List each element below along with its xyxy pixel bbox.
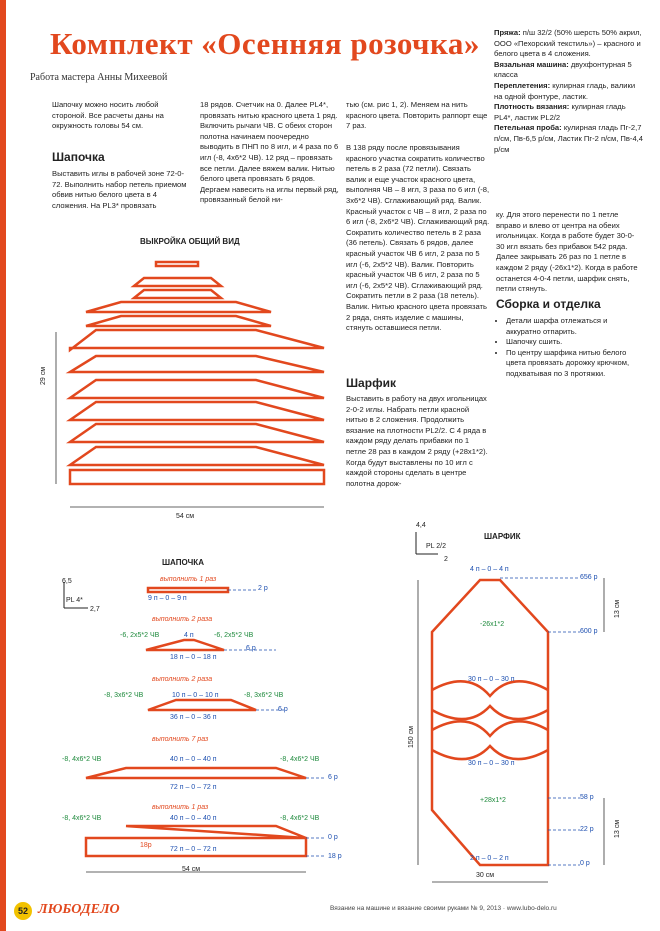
yarn-label: Пряжа: [494,28,521,37]
assembly-heading: Сборка и отделка [496,297,601,311]
hat-tier [148,700,256,710]
assembly-list [496,316,641,380]
scarf-text-cont: ку. Для этого перенести по 1 петле вправо и влево от центра на обеих игольницах. Когда в работе будет 30-0-30 игл вязать без прибавок 542 ряда. Далее закрывать 26 раз по 1 петле в каждом 2 ряду (-26х1*2). Когда в работе останется 4-0-4 петли, шарфик снять, петли стянуть. [496,210,638,294]
pattern-tier [156,262,198,266]
scarf-top-label: 4 п – 0 – 4 п [470,566,509,573]
scarf-bottom-label: 2 п – 0 – 2 п [470,855,509,862]
scarf-height-label: 150 см [408,726,415,748]
hat-tier-right: 6 р [328,774,338,781]
hat-tier-top: 40 п – 0 – 40 п [170,756,217,763]
hat-text-1: Выставить иглы в рабочей зоне 72-0-72. Выполнить набор петель приемом обвив нитью белого цвета в 4 сложения. На PL3* провязать [52,169,187,210]
sample-text: кулирная гладь Пг-2,7 п/см, Пв-6,5 р/см, Ластик Пг-2 п/см, Пв-4,4 р/см [494,123,643,154]
scarf-r22: 22 р [580,826,594,833]
hat-tier [86,768,306,778]
scarf-seg-top: 13 см [614,599,621,618]
hat-tier-right: 2 р [258,585,268,592]
density-label: Плотность вязания: [494,102,570,112]
weave-label: Переплетения: [494,80,551,90]
scarf-mid-bottom: 30 п – 0 – 30 п [468,760,515,767]
hat-tier-top: 4 п [184,632,194,639]
general-height-label: 29 см [40,366,47,385]
pattern-tier [70,424,324,442]
hat-tier-right: 0 р [328,834,338,841]
scarf-r0: 0 р [580,860,590,867]
scarf-fold-top [432,681,548,696]
scarf-r600: 600 р [580,628,598,635]
scarf-density-pl: PL 2/2 [426,543,446,550]
hat-heading: Шапочка [52,150,105,164]
scarf-inc-top: -26х1*2 [480,621,505,628]
hat-tier-left: -8, 3х6*2 ЧВ [104,692,144,699]
general-pattern-diagram [26,252,341,527]
pattern-tier [86,316,271,326]
hat-tier-right: 6 р [246,645,256,652]
hat-tier-bottom: 9 п – 0 – 9 п [148,595,187,602]
pattern-tier [134,278,221,286]
hat-tier-repeat: выполнить 1 раз [160,576,217,583]
pattern-tier [70,402,324,420]
hat-tier-left: -6, 2х5*2 ЧВ [120,632,160,639]
pattern-tier [134,290,221,298]
hat-text-3a: тью (см. рис 1, 2). Меняем на нить красного цвета. Повторить раппорт еще 7 раз. [346,100,488,131]
hat-tier [146,640,224,650]
scarf-inc-bottom: +28х1*2 [480,797,506,804]
hat-density-top: 6,5 [62,578,72,585]
machine-text: двухфонтурная 5 класса [494,59,632,80]
pattern-tier [70,447,324,465]
hat-tier-repeat: выполнить 7 раз [152,736,209,743]
scarf-r656: 656 р [580,574,598,581]
pattern-tier [70,330,324,350]
hat-tier-bottom: 18 п – 0 – 18 п [170,654,217,661]
pattern-tier [70,356,324,372]
assembly-item: • По центру шарфика нитью белого цвета провязать дорожку крючком, подхватывая по 3 протяжки. [506,348,641,380]
hat-tier-bottom: 36 п – 0 – 36 п [170,714,217,721]
hat-tier-top: 40 п – 0 – 40 п [170,815,217,822]
machine-label: Вязальная машина: [494,59,569,69]
pattern-tiers [70,262,324,484]
scarf-fold-bottom [432,721,548,736]
hat-tier-rightdec: -8, 3х6*2 ЧВ [244,692,284,699]
hat-tier-rightdec: -6, 2х5*2 ЧВ [214,632,254,639]
hat-density-axis [64,582,88,608]
hat-text-2: 18 рядов. Счетчик на 0. Далее PL4*, провязать нитью красного цвета 1 ряд. Включить рычаги ЧВ. С обеих сторон полотна начинаем поочередно выводить в ПНП по 8 игл, и 4 раза по 6 игл (-8, 4х6*2 ЧВ). 12 ряд – провязать все петли. Далее вяжем валик. Нитью белого цвета провязать 6 рядов. Дергаем навесить на иглы первый ряд, провязанный белой ни- [200,100,339,205]
footer-text: Вязание на машине и вязание своими руками № 9, 2013 · www.lubo-delo.ru [330,905,557,912]
scarf-mid-top: 30 п – 0 – 30 п [468,676,515,683]
density-text: кулирная гладь PL4*, ластик PL2/2 [494,102,626,122]
hat-density-bottom: 2,7 [90,606,100,613]
scarf-dimensions [418,578,604,882]
scarf-fold-bottom-2 [432,746,548,759]
scarf-seg-bottom: 13 см [614,819,621,838]
scarf-density-top: 4,4 [416,522,426,529]
scarf-density-axis [416,532,438,554]
scarf-diagram-title: ШАРФИК [484,532,521,541]
hat-tier-right: 6 р [278,706,288,713]
general-pattern-title: ВЫКРОЙКА ОБЩИЙ ВИД [140,237,240,246]
scarf-fold-top-2 [432,706,548,719]
scarf-width-label: 30 см [476,872,495,879]
scarf-diagram [408,520,638,900]
scarf-text: Выставить в работу на двух игольницах 2-0-2 иглы. Набрать петли красной нитью в 2 сложения. Продолжить вязание на плотности PL2/2. С 4 ряда в каждом ряду делать прибавки по 1 петле 28 раз в каждом 2 ряду (+28х1*2). Когда будут выставлены по 10 игл с каждой стороны сделать в центре полотна дорож- [346,394,488,488]
weave-text: кулирная гладь, валики на одной фонтуре, ластик. [494,80,636,101]
page-number: 52 [14,902,32,920]
pattern-tier [86,302,271,312]
author-line: Работа мастера Анны Михеевой [30,72,168,83]
hat-tier-left: -8, 4х6*2 ЧВ [62,756,102,763]
assembly-item: • Детали шарфа отлежаться и аккуратно отпарить. [506,316,641,337]
pattern-base [70,470,324,484]
yarn-text: п/ш 32/2 (50% шерсть 50% акрил, ООО «Пехорский текстиль») – красного и белого цвета в 4 сложения. [494,28,642,59]
general-width-label: 54 см [176,513,195,520]
hat-tier-bottom: 72 п – 0 – 72 п [170,784,217,791]
hat-diagram-title: ШАПОЧКА [162,558,204,567]
hat-tier [148,588,228,592]
scarf-density-bottom: 2 [444,556,448,563]
hat-tier-top: 10 п – 0 – 10 п [172,692,219,699]
hat-tier-rightdec: -8, 4х6*2 ЧВ [280,756,320,763]
hat-tier-rightdec: -8, 4х6*2 ЧВ [280,815,320,822]
scarf-r58: 58 р [580,794,594,801]
intro-text: Шапочку можно носить любой стороной. Все расчеты даны на окружность головы 54 см. [52,100,164,131]
hat-tier-repeat: выполнить 2 раза [152,676,213,683]
sample-label: Петельная проба: [494,123,562,133]
page-title: Комплект «Осенняя розочка» [50,26,480,61]
page-edge-bar [0,0,6,931]
scarf-heading: Шарфик [346,376,396,390]
hat-text-3b: В 138 ряду после провязывания красного участка сократить количество петель в 2 раза (72 петли). Связать валик и еще участок красного цвета, выполняя ЧВ – 8 игл, 3 раза по 6 игл (-8, 3х6*2 ЧВ). Сглаживающий ряд. Валик. Красный участок с ЧВ – 8 игл, 2 раза по 6 игл (-8, 2х6*2 ЧВ). Сглаживающий ряд. Сократить количество петель в 2 раза (36 петель). Связать 6 рядов, далее красный участок ЧВ 6 игл, 2 раза по 5 игл (-6, 2х5*2 ЧВ). Валик. Повторить красный участок ЧВ 6 игл, 2 раза по 5 игл (-6, 2х5*2 ЧВ). Сглаживающий ряд. Сократить петли в 2 раза (18 петель). Валик. Нитью красного цвета провязать 2 ряда, снять изделие с машины, стянуть оставшиеся петли. [346,143,490,333]
materials-sidebar [494,28,644,155]
magazine-logo: ЛЮБОДЕЛО [38,902,120,917]
hat-tier-left: -8, 4х6*2 ЧВ [62,815,102,822]
hat-inner-label: 18р [140,842,152,849]
assembly-item: • Шапочку сшить. [506,337,641,348]
hat-tier-repeat: выполнить 2 раза [152,616,213,623]
hat-width-label: 54 см [182,866,201,873]
hat-bottom-right: 18 р [328,853,342,860]
pattern-tier [70,380,324,398]
hat-tier-repeat: выполнить 1 раз [152,804,209,811]
hat-density-pl: PL 4* [66,597,83,604]
hat-tier-bottom: 72 п – 0 – 72 п [170,846,217,853]
